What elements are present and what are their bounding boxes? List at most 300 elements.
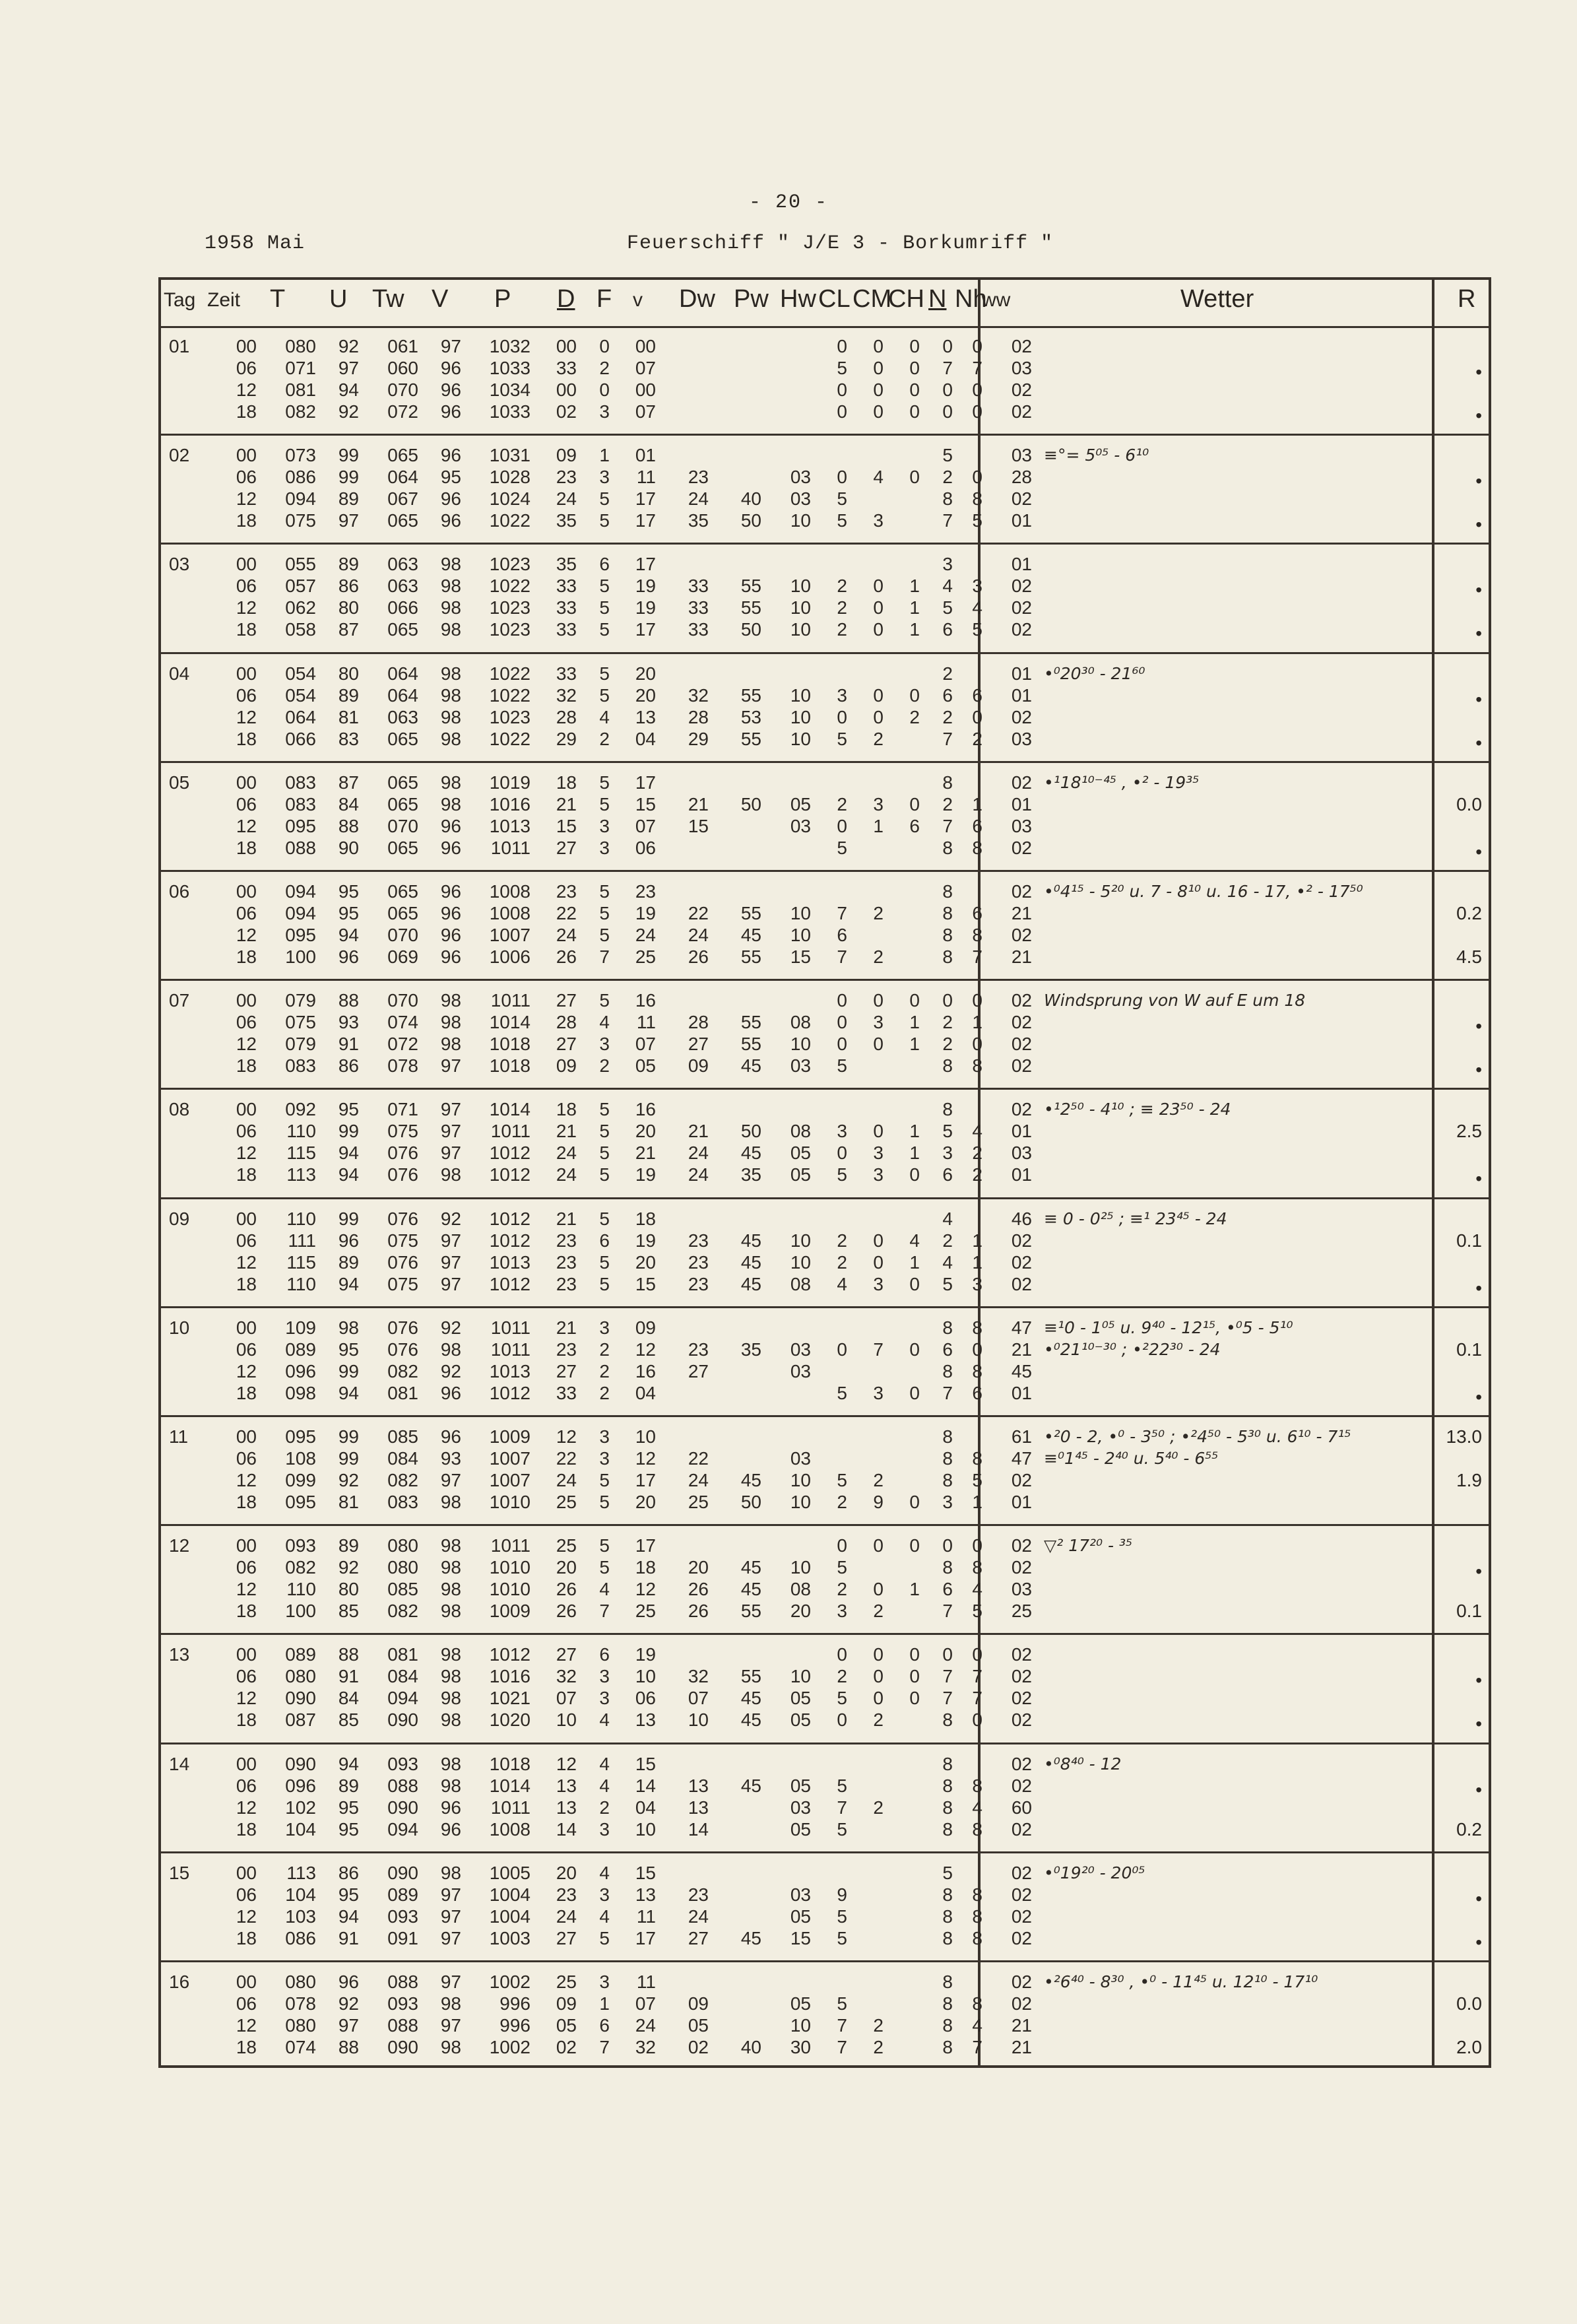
obs-u: 94 bbox=[338, 1382, 359, 1403]
obs-d: 09 bbox=[556, 1055, 577, 1077]
obs-hw: 10 bbox=[790, 1492, 811, 1512]
obs-n: 5 bbox=[942, 1273, 953, 1294]
obs-n: 4 bbox=[942, 576, 953, 597]
obs-n: 7 bbox=[942, 1688, 953, 1709]
obs-p: 1012 bbox=[489, 1208, 531, 1229]
obs-ch: 0 bbox=[909, 684, 920, 706]
obs-dw: 24 bbox=[688, 1470, 709, 1490]
obs-u: 80 bbox=[338, 1579, 359, 1600]
obs-nh: 8 bbox=[972, 1055, 982, 1077]
obs-t: 115 bbox=[286, 1143, 316, 1164]
precip-value: • bbox=[1475, 1888, 1482, 1909]
obs-d: 02 bbox=[556, 401, 577, 422]
obs-d: 24 bbox=[556, 1470, 577, 1490]
obs-p: 1018 bbox=[489, 1753, 531, 1774]
obs-ww: 02 bbox=[1011, 1710, 1032, 1731]
obs-tw: 093 bbox=[387, 1753, 418, 1774]
obs-cl: 2 bbox=[837, 1579, 847, 1600]
obs-d: 14 bbox=[556, 1818, 577, 1840]
obs-t: 102 bbox=[285, 1797, 316, 1818]
obs-dw: 25 bbox=[688, 1492, 709, 1512]
obs-dw: 05 bbox=[688, 2015, 709, 2036]
obs-u: 99 bbox=[338, 467, 359, 488]
obs-dw: 23 bbox=[688, 1339, 709, 1360]
obs-dw: 09 bbox=[688, 1055, 709, 1077]
obs-f: 3 bbox=[599, 1666, 610, 1687]
obs-zeit: 06 bbox=[236, 1339, 257, 1360]
obs-d: 32 bbox=[556, 1666, 577, 1687]
obs-f: 2 bbox=[599, 1339, 610, 1360]
obs-ch: 0 bbox=[909, 336, 920, 356]
obs-d: 12 bbox=[556, 1753, 577, 1774]
obs-cl: 0 bbox=[837, 1012, 847, 1033]
obs-cl: 5 bbox=[837, 728, 847, 749]
obs-d: 24 bbox=[556, 925, 577, 945]
obs-d: 09 bbox=[556, 1993, 577, 2014]
obs-nh: 5 bbox=[972, 619, 982, 640]
obs-hw: 03 bbox=[790, 1339, 811, 1360]
obs-t: 108 bbox=[285, 1448, 316, 1469]
obs-v: 97 bbox=[440, 1230, 461, 1251]
obs-d: 24 bbox=[556, 1906, 577, 1927]
obs-zeit: 12 bbox=[236, 1797, 257, 1818]
obs-n: 6 bbox=[942, 619, 953, 640]
wetter-note: ≡ 0 - 0²⁵ ; ≡¹ 23⁴⁵ - 24 bbox=[1044, 1209, 1227, 1228]
obs-u: 96 bbox=[338, 1230, 359, 1251]
obs-nh: 0 bbox=[972, 990, 982, 1011]
obs-v: 96 bbox=[440, 358, 461, 378]
obs-ch: 0 bbox=[909, 1339, 920, 1360]
obs-pw: 55 bbox=[740, 576, 761, 597]
obs-f: 5 bbox=[599, 1121, 610, 1142]
obs-hw: 05 bbox=[790, 1818, 811, 1840]
obs-nh: 3 bbox=[972, 576, 982, 597]
obs-f: 7 bbox=[599, 946, 610, 967]
obs-cl: 5 bbox=[837, 1055, 847, 1077]
obs-v: 98 bbox=[440, 1579, 461, 1600]
obs-p: 1002 bbox=[489, 2037, 531, 2057]
obs-tw: 076 bbox=[387, 1208, 418, 1229]
obs-zeit: 00 bbox=[236, 1753, 257, 1774]
obs-cl: 0 bbox=[837, 336, 847, 356]
obs-p: 1014 bbox=[489, 1012, 531, 1033]
obs-p: 1018 bbox=[489, 1055, 531, 1077]
obs-f: 1 bbox=[599, 445, 610, 466]
obs-zeit: 06 bbox=[236, 1557, 257, 1578]
obs-zeit: 18 bbox=[236, 1601, 257, 1622]
obs-dw: 24 bbox=[688, 1906, 709, 1927]
obs-f: 3 bbox=[599, 1317, 610, 1338]
obs-f: 5 bbox=[599, 488, 610, 510]
obs-hw: 03 bbox=[790, 1448, 811, 1469]
obs-hw: 10 bbox=[790, 1470, 811, 1490]
obs-v: 18 bbox=[635, 1208, 656, 1229]
obs-p: 1012 bbox=[489, 1644, 531, 1665]
obs-n: 2 bbox=[942, 793, 953, 814]
obs-p: 1034 bbox=[489, 380, 531, 400]
obs-n: 8 bbox=[942, 2037, 953, 2057]
obs-nh: 0 bbox=[972, 1535, 982, 1556]
obs-t: 074 bbox=[285, 2037, 316, 2057]
obs-zeit: 18 bbox=[236, 1382, 257, 1403]
obs-hw: 03 bbox=[790, 815, 811, 836]
obs-ww: 02 bbox=[1011, 1535, 1032, 1556]
obs-hw: 05 bbox=[790, 1143, 811, 1164]
obs-ww: 03 bbox=[1011, 358, 1032, 378]
obs-dw: 26 bbox=[688, 1601, 709, 1622]
obs-cm: 0 bbox=[873, 1688, 884, 1709]
obs-d: 21 bbox=[556, 793, 577, 814]
obs-t: 080 bbox=[285, 336, 316, 356]
obs-t: 080 bbox=[285, 2015, 316, 2036]
obs-hw: 03 bbox=[790, 488, 811, 510]
obs-pw: 45 bbox=[740, 1230, 761, 1251]
obs-tw: 080 bbox=[387, 1557, 418, 1578]
obs-p: 1033 bbox=[489, 358, 531, 378]
obs-zeit: 00 bbox=[236, 772, 257, 793]
day-divider bbox=[161, 1960, 1489, 1962]
obs-hw: 10 bbox=[790, 1251, 811, 1273]
obs-zeit: 06 bbox=[236, 1448, 257, 1469]
obs-cm: 0 bbox=[873, 706, 884, 727]
obs-f: 5 bbox=[599, 1557, 610, 1578]
obs-f: 4 bbox=[599, 1753, 610, 1774]
obs-nh: 8 bbox=[972, 488, 982, 510]
obs-v: 98 bbox=[440, 1601, 461, 1622]
obs-ww: 02 bbox=[1011, 1273, 1032, 1294]
obs-ch: 1 bbox=[909, 1579, 920, 1600]
obs-t: 092 bbox=[285, 1099, 316, 1120]
obs-v: 97 bbox=[440, 1055, 461, 1077]
obs-t: 100 bbox=[285, 946, 316, 967]
wetter-note: ≡⁰1⁴⁵ - 2⁴⁰ u. 5⁴⁰ - 6⁵⁵ bbox=[1044, 1449, 1219, 1468]
obs-ww: 02 bbox=[1011, 1818, 1032, 1840]
obs-d: 33 bbox=[556, 576, 577, 597]
obs-cl: 7 bbox=[837, 2037, 847, 2057]
obs-zeit: 12 bbox=[236, 2015, 257, 2036]
obs-v: 92 bbox=[440, 1317, 461, 1338]
obs-pw: 55 bbox=[740, 728, 761, 749]
obs-t: 098 bbox=[285, 1382, 316, 1403]
obs-ww: 02 bbox=[1011, 837, 1032, 858]
obs-u: 95 bbox=[338, 1797, 359, 1818]
obs-t: 054 bbox=[285, 663, 316, 684]
obs-t: 095 bbox=[285, 925, 316, 945]
wetter-note: •⁰20³⁰ - 21⁶⁰ bbox=[1044, 663, 1145, 683]
year-month: 1958 Mai bbox=[205, 232, 306, 255]
column-header: Tag bbox=[164, 289, 196, 311]
obs-tw: 076 bbox=[387, 1251, 418, 1273]
obs-ch: 0 bbox=[909, 1164, 920, 1185]
obs-zeit: 00 bbox=[236, 1426, 257, 1447]
obs-tw: 089 bbox=[387, 1884, 418, 1905]
obs-tw: 070 bbox=[387, 815, 418, 836]
precip-value: • bbox=[1475, 1386, 1482, 1407]
obs-hw: 05 bbox=[790, 1710, 811, 1731]
obs-cl: 4 bbox=[837, 1273, 847, 1294]
obs-n: 8 bbox=[942, 837, 953, 858]
obs-v: 24 bbox=[635, 2015, 656, 2036]
obs-d: 27 bbox=[556, 1927, 577, 1948]
wetter-note: •¹18¹⁰⁻⁴⁵ , •² - 19³⁵ bbox=[1044, 772, 1200, 792]
obs-t: 071 bbox=[285, 358, 316, 378]
obs-dw: 24 bbox=[688, 925, 709, 945]
obs-u: 80 bbox=[338, 597, 359, 618]
obs-ch: 1 bbox=[909, 1143, 920, 1164]
obs-dw: 23 bbox=[688, 1273, 709, 1294]
obs-p: 1009 bbox=[489, 1601, 531, 1622]
obs-u: 96 bbox=[338, 946, 359, 967]
obs-n: 8 bbox=[942, 1317, 953, 1338]
obs-pw: 55 bbox=[740, 1034, 761, 1055]
obs-ww: 02 bbox=[1011, 881, 1032, 902]
obs-tw: 084 bbox=[387, 1448, 418, 1469]
obs-nh: 3 bbox=[972, 1273, 982, 1294]
obs-u: 94 bbox=[338, 1143, 359, 1164]
obs-cl: 0 bbox=[837, 467, 847, 488]
obs-v: 97 bbox=[440, 1099, 461, 1120]
obs-n: 2 bbox=[942, 1230, 953, 1251]
obs-p: 1002 bbox=[489, 1972, 531, 1992]
obs-zeit: 06 bbox=[236, 684, 257, 706]
obs-d: 21 bbox=[556, 1317, 577, 1338]
obs-n: 8 bbox=[942, 946, 953, 967]
obs-f: 5 bbox=[599, 793, 610, 814]
obs-u: 85 bbox=[338, 1710, 359, 1731]
obs-ww: 02 bbox=[1011, 1012, 1032, 1033]
day-label: 08 bbox=[169, 1099, 190, 1120]
obs-v: 96 bbox=[440, 815, 461, 836]
obs-f: 2 bbox=[599, 1360, 610, 1381]
obs-t: 083 bbox=[285, 1055, 316, 1077]
obs-zeit: 06 bbox=[236, 1775, 257, 1796]
obs-ww: 02 bbox=[1011, 990, 1032, 1011]
obs-d: 23 bbox=[556, 467, 577, 488]
obs-v: 24 bbox=[635, 925, 656, 945]
obs-d: 33 bbox=[556, 358, 577, 378]
obs-u: 99 bbox=[338, 445, 359, 466]
obs-n: 2 bbox=[942, 1012, 953, 1033]
obs-cm: 2 bbox=[873, 1470, 884, 1490]
obs-t: 087 bbox=[285, 1710, 316, 1731]
obs-tw: 074 bbox=[387, 1012, 418, 1033]
obs-p: 1010 bbox=[489, 1557, 531, 1578]
obs-pw: 55 bbox=[740, 1012, 761, 1033]
obs-p: 1011 bbox=[490, 1535, 531, 1556]
obs-v: 96 bbox=[440, 1818, 461, 1840]
obs-ww: 01 bbox=[1011, 1382, 1032, 1403]
obs-n: 6 bbox=[942, 684, 953, 706]
obs-tw: 065 bbox=[387, 903, 418, 923]
obs-f: 2 bbox=[599, 1797, 610, 1818]
obs-ww: 03 bbox=[1011, 445, 1032, 466]
obs-dw: 23 bbox=[688, 467, 709, 488]
obs-tw: 067 bbox=[387, 488, 418, 510]
obs-cl: 5 bbox=[837, 1557, 847, 1578]
obs-tw: 085 bbox=[387, 1579, 418, 1600]
obs-v: 98 bbox=[440, 1034, 461, 1055]
wetter-note: ≡°= 5⁰⁵ - 6¹⁰ bbox=[1044, 446, 1149, 465]
day-divider bbox=[161, 1524, 1489, 1526]
obs-t: 086 bbox=[285, 1927, 316, 1948]
obs-ww: 02 bbox=[1011, 1688, 1032, 1709]
obs-hw: 03 bbox=[790, 1884, 811, 1905]
obs-n: 8 bbox=[942, 1993, 953, 2014]
obs-v: 17 bbox=[635, 1535, 656, 1556]
obs-f: 5 bbox=[599, 576, 610, 597]
obs-v: 95 bbox=[440, 467, 461, 488]
obs-v: 98 bbox=[440, 1492, 461, 1512]
obs-f: 3 bbox=[599, 1818, 610, 1840]
obs-p: 1022 bbox=[489, 576, 531, 597]
obs-d: 27 bbox=[556, 1034, 577, 1055]
obs-f: 5 bbox=[599, 1927, 610, 1948]
obs-p: 1011 bbox=[490, 837, 531, 858]
obs-n: 6 bbox=[942, 1579, 953, 1600]
obs-dw: 21 bbox=[688, 1121, 709, 1142]
obs-dw: 35 bbox=[688, 510, 709, 531]
obs-hw: 10 bbox=[790, 1666, 811, 1687]
obs-cm: 0 bbox=[873, 1535, 884, 1556]
obs-f: 2 bbox=[599, 728, 610, 749]
obs-hw: 08 bbox=[790, 1121, 811, 1142]
obs-d: 27 bbox=[556, 837, 577, 858]
obs-v: 09 bbox=[635, 1317, 656, 1338]
obs-tw: 060 bbox=[387, 358, 418, 378]
obs-zeit: 00 bbox=[236, 1862, 257, 1883]
obs-v: 11 bbox=[636, 1906, 656, 1927]
obs-v: 11 bbox=[636, 1972, 656, 1992]
obs-v: 98 bbox=[440, 1993, 461, 2014]
obs-v: 98 bbox=[440, 1535, 461, 1556]
obs-ww: 21 bbox=[1011, 2015, 1032, 2036]
obs-f: 2 bbox=[599, 1055, 610, 1077]
obs-u: 81 bbox=[338, 1492, 359, 1512]
obs-dw: 27 bbox=[688, 1927, 709, 1948]
obs-ww: 02 bbox=[1011, 1055, 1032, 1077]
obs-v: 92 bbox=[440, 1360, 461, 1381]
obs-cl: 5 bbox=[837, 1993, 847, 2014]
obs-ww: 01 bbox=[1011, 1121, 1032, 1142]
obs-tw: 090 bbox=[387, 2037, 418, 2057]
obs-f: 3 bbox=[599, 837, 610, 858]
precip-value: • bbox=[1475, 1779, 1482, 1800]
obs-v: 93 bbox=[440, 1448, 461, 1469]
obs-cl: 2 bbox=[837, 619, 847, 640]
day-divider bbox=[161, 761, 1489, 763]
obs-tw: 088 bbox=[387, 2015, 418, 2036]
precip-value: • bbox=[1475, 1670, 1482, 1691]
obs-zeit: 06 bbox=[236, 1666, 257, 1687]
obs-p: 1024 bbox=[489, 488, 531, 510]
obs-tw: 081 bbox=[387, 1644, 418, 1665]
obs-cl: 0 bbox=[837, 1644, 847, 1665]
obs-p: 1010 bbox=[489, 1492, 531, 1512]
obs-cl: 7 bbox=[837, 946, 847, 967]
obs-zeit: 06 bbox=[236, 1121, 257, 1142]
obs-v: 04 bbox=[635, 1382, 656, 1403]
obs-t: 096 bbox=[285, 1775, 316, 1796]
obs-f: 5 bbox=[599, 925, 610, 945]
obs-v: 96 bbox=[440, 881, 461, 902]
precip-value: • bbox=[1475, 405, 1482, 426]
obs-pw: 45 bbox=[740, 1273, 761, 1294]
obs-ww: 01 bbox=[1011, 510, 1032, 531]
obs-cm: 0 bbox=[873, 990, 884, 1011]
obs-nh: 8 bbox=[972, 1448, 982, 1469]
obs-nh: 7 bbox=[972, 358, 982, 378]
obs-v: 04 bbox=[635, 728, 656, 749]
obs-ww: 02 bbox=[1011, 1644, 1032, 1665]
obs-t: 086 bbox=[285, 467, 316, 488]
obs-n: 8 bbox=[942, 1448, 953, 1469]
obs-tw: 070 bbox=[387, 380, 418, 400]
obs-dw: 15 bbox=[688, 815, 709, 836]
obs-n: 4 bbox=[942, 1251, 953, 1273]
obs-zeit: 18 bbox=[236, 837, 257, 858]
obs-hw: 03 bbox=[790, 1360, 811, 1381]
obs-zeit: 06 bbox=[236, 1993, 257, 2014]
obs-d: 24 bbox=[556, 488, 577, 510]
obs-zeit: 12 bbox=[236, 1688, 257, 1709]
obs-tw: 088 bbox=[387, 1775, 418, 1796]
wetter-note: •⁰4¹⁵ - 5²⁰ u. 7 - 8¹⁰ u. 16 - 17, •² - 17⁵⁰ bbox=[1044, 882, 1363, 901]
obs-dw: 28 bbox=[688, 1012, 709, 1033]
obs-v: 96 bbox=[440, 925, 461, 945]
obs-tw: 072 bbox=[387, 401, 418, 422]
obs-v: 21 bbox=[635, 1143, 656, 1164]
obs-cl: 3 bbox=[837, 1121, 847, 1142]
obs-n: 0 bbox=[942, 401, 953, 422]
obs-tw: 076 bbox=[387, 1164, 418, 1185]
obs-tw: 065 bbox=[387, 510, 418, 531]
obs-v: 98 bbox=[440, 706, 461, 727]
obs-d: 24 bbox=[556, 1164, 577, 1185]
obs-tw: 081 bbox=[387, 1382, 418, 1403]
obs-cm: 0 bbox=[873, 336, 884, 356]
obs-p: 1028 bbox=[489, 467, 531, 488]
obs-u: 83 bbox=[338, 728, 359, 749]
precip-value: • bbox=[1475, 841, 1482, 862]
obs-tw: 093 bbox=[387, 1906, 418, 1927]
precip-value: • bbox=[1475, 1561, 1482, 1582]
obs-cm: 0 bbox=[873, 1230, 884, 1251]
obs-cl: 0 bbox=[837, 1143, 847, 1164]
wetter-note: •⁰21¹⁰⁻³⁰ ; •²22³⁰ - 24 bbox=[1044, 1339, 1221, 1359]
obs-tw: 065 bbox=[387, 772, 418, 793]
obs-ww: 02 bbox=[1011, 706, 1032, 727]
obs-v: 15 bbox=[635, 1753, 656, 1774]
obs-cm: 2 bbox=[873, 903, 884, 923]
obs-v: 96 bbox=[440, 903, 461, 923]
obs-cl: 5 bbox=[837, 1818, 847, 1840]
column-header: Zeit bbox=[207, 289, 241, 311]
obs-u: 98 bbox=[338, 1317, 359, 1338]
obs-hw: 10 bbox=[790, 1230, 811, 1251]
obs-ch: 0 bbox=[909, 793, 920, 814]
obs-ww: 01 bbox=[1011, 554, 1032, 575]
obs-n: 8 bbox=[942, 925, 953, 945]
obs-v: 96 bbox=[440, 401, 461, 422]
obs-v: 97 bbox=[440, 336, 461, 356]
column-header: Nh bbox=[955, 285, 987, 313]
obs-zeit: 12 bbox=[236, 597, 257, 618]
obs-t: 103 bbox=[285, 1906, 316, 1927]
day-label: 14 bbox=[169, 1753, 190, 1774]
obs-f: 3 bbox=[599, 1034, 610, 1055]
precip-value: • bbox=[1475, 580, 1482, 601]
obs-dw: 23 bbox=[688, 1884, 709, 1905]
